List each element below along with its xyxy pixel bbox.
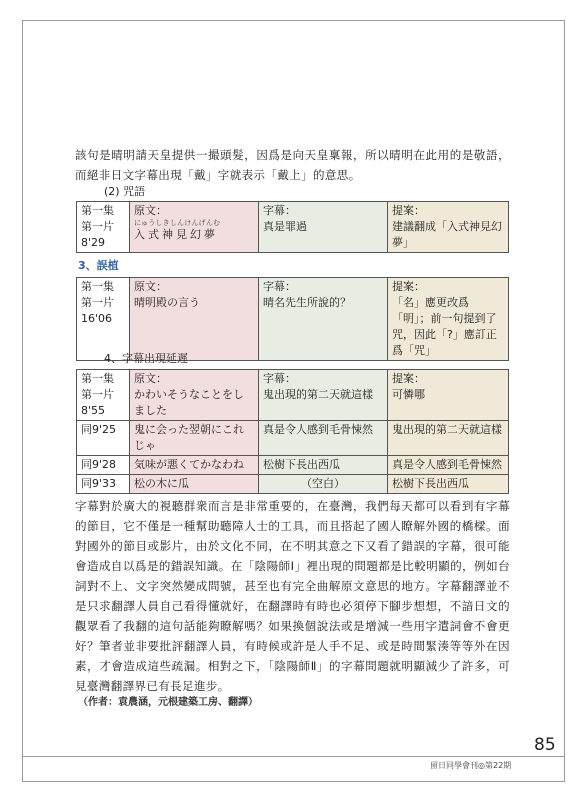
table-row: [77, 370, 509, 421]
proposal-cell: 提案： 建議翻成「入式神見幻夢」: [388, 202, 509, 253]
episode-cell: 第一集 第一片 8'55: [77, 370, 130, 421]
paragraph-2: 字幕對於廣大的視聽群衆而言是非常重要的，在臺灣，我們每天都可以看到有字幕的節目，它不僅是一種幫助聽障人士的工具，而且搭起了國人瞭解外國的橋樑。面對國外的節目或影片，由於文化不同，在不明其意之下又看了錯誤的字幕，很可能會造成自以爲是的錯誤知識。在「陰陽師Ⅰ」裡出現的問題都是比較明顯的，例如台詞對不上、文字突然變成問號，甚至也有完全曲解原文意思的地方。字幕翻譯並不是只求翻譯人員自己看得懂就好，在翻譯時有時也必須停下腳步想想，不諳日文的觀眾看了我翻的這句話能夠瞭解嗎？如果換個說法或是增減一些用字遣詞會不會更好？筆者並非要批評翻譯人員，有時候或許是人手不足、或是時間緊湊等等外在因素，才會造成這些疏漏。相對之下，「陰陽師Ⅱ」的字幕問題就明顯減少了許多，可見臺灣翻譯界已有長足進步。: [75, 499, 510, 693]
episode-cell: 同9'28: [77, 456, 130, 475]
episode-cell: 第一集 第一片 16'06: [77, 278, 130, 361]
proposal-cell: 提案： 「名」應更改爲「明」；前一句提到了咒，因此「?」應訂正爲「咒」: [388, 278, 509, 361]
original-text: 入式神見幻夢: [134, 228, 218, 241]
proposal-cell: 真是令人感到毛骨悚然: [388, 456, 509, 475]
section-3-heading: 3、誤植: [78, 259, 119, 272]
table-row: [77, 421, 509, 456]
table-delay: [76, 369, 509, 494]
ruby-text: [134, 219, 220, 243]
section-2-heading: (2) 咒語: [104, 185, 146, 198]
episode-cell: 同9'25: [77, 421, 130, 456]
episode-cell: 第一集 第一片 8'29: [77, 202, 130, 253]
table-incantation: [76, 201, 509, 253]
original-cell: 気味が悪くてかなわね: [130, 456, 259, 475]
section-4-heading: 4、字幕出現延遲: [104, 352, 188, 365]
original-cell: 鬼に会った翌朝にこれじゃ: [130, 421, 259, 456]
page-number: 85: [534, 735, 556, 755]
paragraph-1: 該句是晴明請天皇提供一撮頭髮，因爲是向天皇稟報，所以晴明在此用的是敬語，而絕非日文字幕出現「戴」字就表示「戴上」的意思。: [75, 148, 510, 182]
proposal-cell: 松樹下長出西瓜: [388, 475, 509, 494]
proposal-cell: 提案： 可憐哪: [388, 370, 509, 421]
footer-journal-title: 留日同學會刊◎第22期: [430, 761, 512, 770]
original-label: 原文：: [134, 204, 167, 217]
subtitle-cell: 字幕： 真是罪過: [259, 202, 388, 253]
author-caption: （作者：袁農涵，元根建築工房、翻譯）: [78, 697, 258, 708]
subtitle-cell: 松樹下長出西瓜: [259, 456, 388, 475]
table-row: [77, 278, 509, 361]
footer-divider: [22, 756, 564, 757]
subtitle-cell: （空白）: [259, 475, 388, 494]
table-row: [77, 456, 509, 475]
original-cell: 松の木に瓜: [130, 475, 259, 494]
original-cell: 原文： 晴明殿の言う: [130, 278, 259, 361]
subtitle-cell: 真是令人感到毛骨悚然: [259, 421, 388, 456]
original-cell: [130, 202, 259, 253]
subtitle-cell: 字幕： 鬼出現的第二天就這樣: [259, 370, 388, 421]
table-row: [77, 202, 509, 253]
episode-cell: 同9'33: [77, 475, 130, 494]
ruby-reading: にゅうしきしんけんげんむ: [134, 219, 221, 227]
table-row: [77, 475, 509, 494]
subtitle-cell: 字幕： 晴名先生所說的？: [259, 278, 388, 361]
original-cell: 原文： かわいそうなことをしました: [130, 370, 259, 421]
table-misprint: [76, 277, 509, 361]
proposal-cell: 鬼出現的第二天就這樣: [388, 421, 509, 456]
